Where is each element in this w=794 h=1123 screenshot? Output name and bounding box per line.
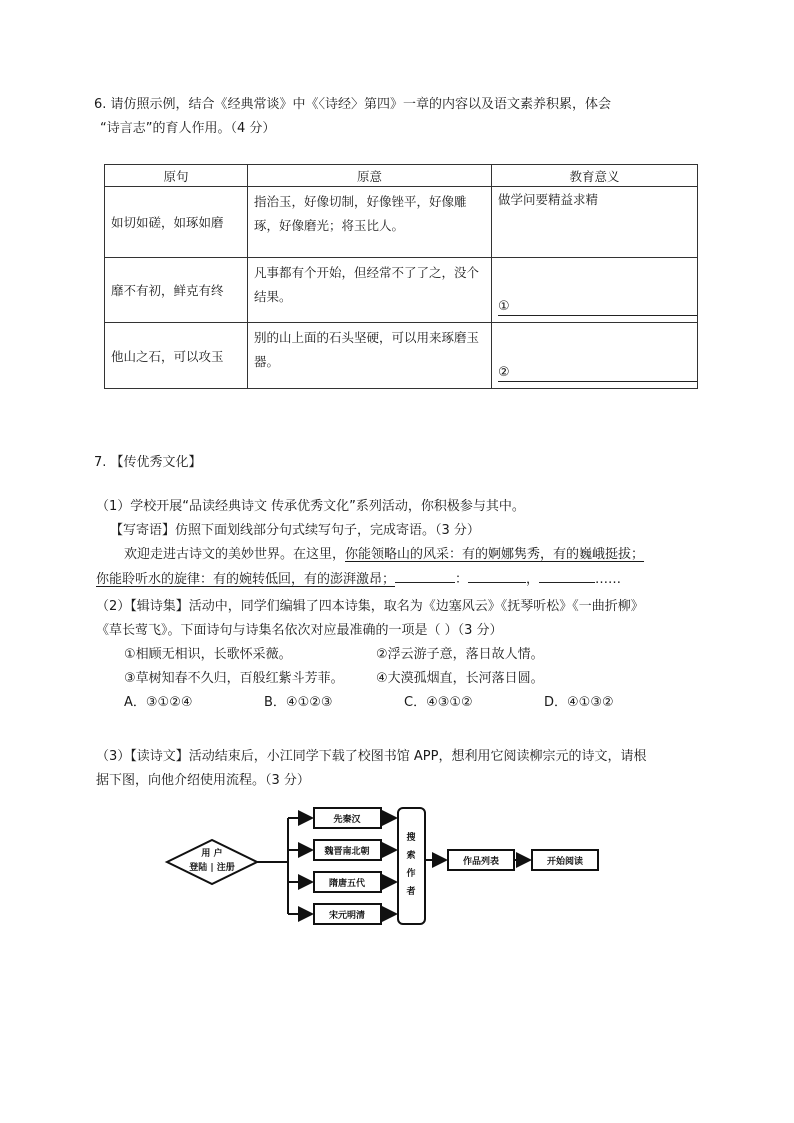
option-c[interactable]: C．④③①②: [404, 695, 473, 710]
q7-part3-line2: 据下图，向他介绍使用流程。（3 分）: [96, 773, 310, 788]
header-sentence: 原句: [105, 165, 248, 187]
poem-line-3: ③草树知春不久归，百般红紫斗芳菲。: [124, 671, 344, 686]
fill-blank-3[interactable]: [539, 568, 595, 583]
option-b[interactable]: B．④①②③: [264, 695, 333, 710]
option-d[interactable]: D．④①③②: [544, 695, 614, 710]
usage-flowchart: [160, 800, 620, 930]
q7-part2-line2: 《草长莺飞》。下面诗句与诗集名依次对应最准确的一项是（ ）（3 分）: [96, 623, 503, 638]
answer-line-1: ①: [498, 299, 697, 316]
header-education: 教育意义: [492, 165, 698, 187]
table-row: [105, 258, 698, 323]
option-a[interactable]: A．③①②④: [124, 695, 193, 710]
table-header-row: [105, 165, 698, 187]
row-sentence: 靡不有初，鲜克有终: [105, 258, 248, 323]
search-char-1: 搜: [406, 833, 416, 843]
header-meaning: 原意: [248, 165, 492, 187]
row-meaning: 凡事都有个开始，但经常不了了之，没个结果。: [248, 258, 492, 323]
answer-blank-1[interactable]: [492, 258, 698, 323]
poem-line-2: ②浮云游子意，落日故人情。: [376, 647, 544, 662]
intro-text: 欢迎走进古诗文的美妙世界。在这里，: [124, 547, 346, 562]
underlined-example-2: 你能聆听水的旋律：有的婉转低回，有的澎湃激昂；: [96, 572, 396, 587]
fill-blank-2[interactable]: [468, 568, 526, 583]
colon: ：: [455, 572, 469, 587]
q7-part2-line1: （2）【辑诗集】活动中，同学们编辑了四本诗集，取名为《边塞风云》《抚琴听松》《一曲折柳》: [96, 599, 644, 614]
q7-part1-text-line2: [96, 568, 621, 591]
era-label-4: 宋元明清: [328, 911, 366, 921]
era-label-2: 魏晋南北朝: [324, 847, 370, 857]
ellipsis: ……: [595, 572, 622, 587]
login-register-label: 登陆 | 注册: [189, 863, 235, 873]
search-char-2: 索: [406, 851, 416, 861]
q6-table: [104, 164, 698, 389]
fill-blank-1[interactable]: [395, 568, 455, 583]
q6-prompt-line2: “诗言志”的育人作用。（4 分）: [100, 121, 276, 136]
row-meaning: 别的山上面的石头坚硬，可以用来琢磨玉器。: [248, 323, 492, 389]
era-label-1: 先秦汉: [333, 815, 361, 825]
q7-part1-text-line1: [124, 544, 644, 566]
row-sentence: 如切如磋，如琢如磨: [105, 187, 248, 258]
search-author-box[interactable]: [398, 808, 425, 924]
q7-part1-task: 【写寄语】仿照下面划线部分句式续写句子，完成寄语。（3 分）: [110, 523, 480, 538]
q7-title: 7. 【传优秀文化】: [94, 455, 202, 470]
table-row: [105, 323, 698, 389]
poem-line-4: ④大漠孤烟直，长河落日圆。: [376, 671, 544, 686]
poem-line-1: ①相顾无相识，长歌怀采薇。: [124, 647, 292, 662]
user-label: 用 户: [201, 849, 223, 859]
search-char-4: 者: [406, 887, 416, 897]
answer-blank-2[interactable]: [492, 323, 698, 389]
table-row: [105, 187, 698, 258]
row-meaning: 指治玉，好像切制，好像锉平，好像雕琢，好像磨光；将玉比人。: [248, 187, 492, 258]
row-sentence: 他山之石，可以攻玉: [105, 323, 248, 389]
search-char-3: 作: [406, 869, 416, 879]
comma: ，: [526, 572, 540, 587]
row-education: 做学问要精益求精: [492, 187, 698, 258]
era-label-3: 隋唐五代: [328, 879, 366, 889]
q6-prompt-line1: 6. 请仿照示例，结合《经典常谈》中《〈诗经〉第四》一章的内容以及语文素养积累，体会: [94, 97, 612, 112]
q7-part1-intro: （1）学校开展“品读经典诗文 传承优秀文化”系列活动，你积极参与其中。: [96, 499, 525, 514]
user-diamond[interactable]: [167, 840, 257, 884]
q7-part3-line1: （3）【读诗文】活动结束后，小江同学下载了校图书馆 APP，想利用它阅读柳宗元的诗文，请根: [96, 749, 647, 764]
answer-line-2: ②: [498, 365, 697, 382]
start-reading-label: 开始阅读: [546, 857, 584, 867]
works-list-label: 作品列表: [462, 857, 500, 867]
underlined-example-1: 你能领略山的风采：有的婀娜隽秀，有的巍峨挺拔；: [345, 547, 645, 562]
